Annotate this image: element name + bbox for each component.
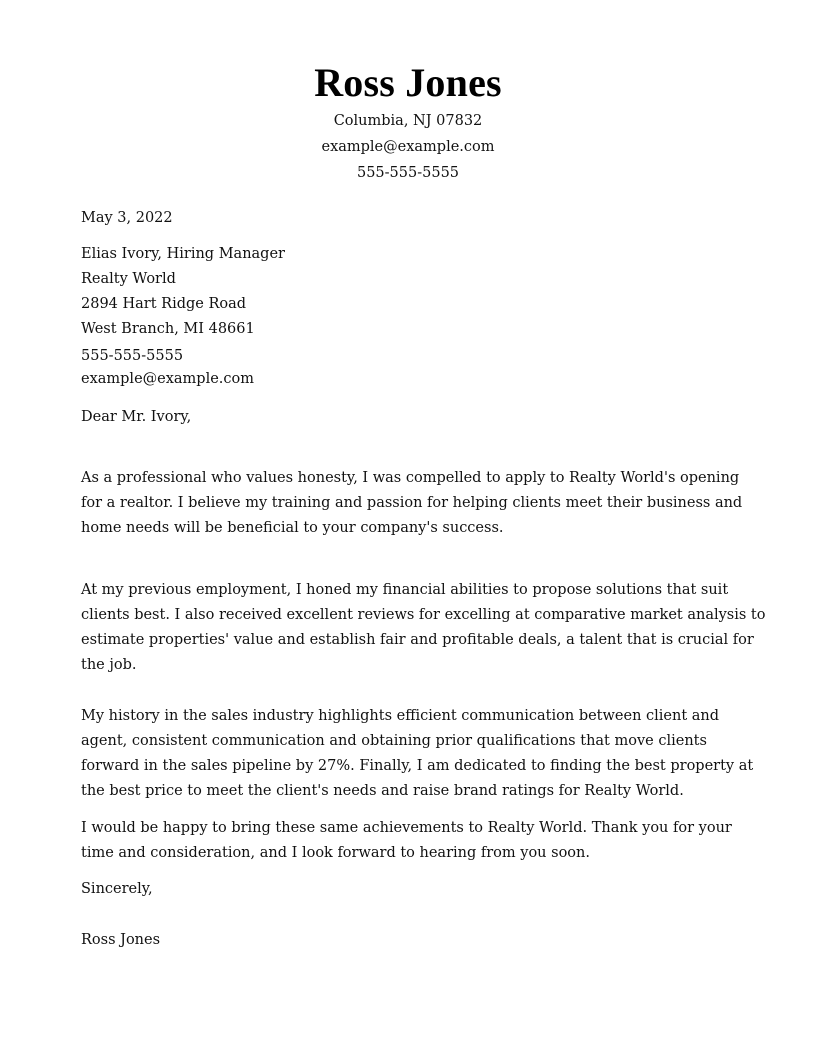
paragraph-4 [81, 816, 741, 866]
paragraph-line: forward in the sales pipeline by 27%. Finally, I am dedicated to finding the best property at [81, 758, 754, 774]
paragraph-line: As a professional who values honesty, I was compelled to apply to Realty World's opening [81, 470, 740, 486]
recipient-city-state-zip: West Branch, MI 48661 [81, 321, 255, 337]
paragraph-line: for a realtor. I believe my training and passion for helping clients meet their business and [81, 495, 743, 511]
paragraph-line: home needs will be beneficial to your company's success. [81, 520, 504, 536]
sender-name: Ross Jones [314, 60, 502, 105]
letter-date: May 3, 2022 [81, 210, 173, 226]
paragraph-line: time and consideration, and I look forward to hearing from you soon. [81, 845, 590, 861]
recipient-email: example@example.com [81, 371, 255, 387]
paragraph-line: agent, consistent communication and obtaining prior qualifications that move clients [81, 733, 707, 749]
paragraph-line: I would be happy to bring these same achievements to Realty World. Thank you for your [81, 820, 732, 836]
recipient-block [81, 242, 741, 342]
paragraph-3 [81, 704, 754, 804]
recipient-street: 2894 Hart Ridge Road [81, 296, 247, 312]
paragraph-1 [81, 466, 741, 541]
paragraph-line: estimate properties' value and establish fair and profitable deals, a talent that is crucial for [81, 632, 754, 648]
letter-header [0, 58, 816, 186]
recipient-name-title: Elias Ivory, Hiring Manager [81, 246, 285, 262]
paragraph-line: the job. [81, 657, 137, 673]
paragraph-line: the best price to meet the client's needs and raise brand ratings for Realty World. [81, 783, 684, 799]
recipient-contact [81, 345, 741, 391]
salutation: Dear Mr. Ivory, [81, 409, 192, 425]
sender-phone: 555-555-5555 [356, 165, 460, 181]
recipient-company: Realty World [81, 271, 176, 287]
paragraph-line: clients best. I also received excellent reviews for excelling at comparative market analysis to [81, 607, 766, 623]
recipient-phone: 555-555-5555 [81, 348, 184, 364]
closing: Sincerely, [81, 881, 153, 897]
sender-email: example@example.com [321, 139, 495, 155]
paragraph-line: At my previous employment, I honed my financial abilities to propose solutions that suit [81, 582, 729, 598]
paragraph-2 [81, 578, 766, 678]
signature: Ross Jones [81, 932, 161, 948]
sender-location: Columbia, NJ 07832 [333, 113, 483, 129]
paragraph-line: My history in the sales industry highlights efficient communication between client and [81, 708, 720, 724]
